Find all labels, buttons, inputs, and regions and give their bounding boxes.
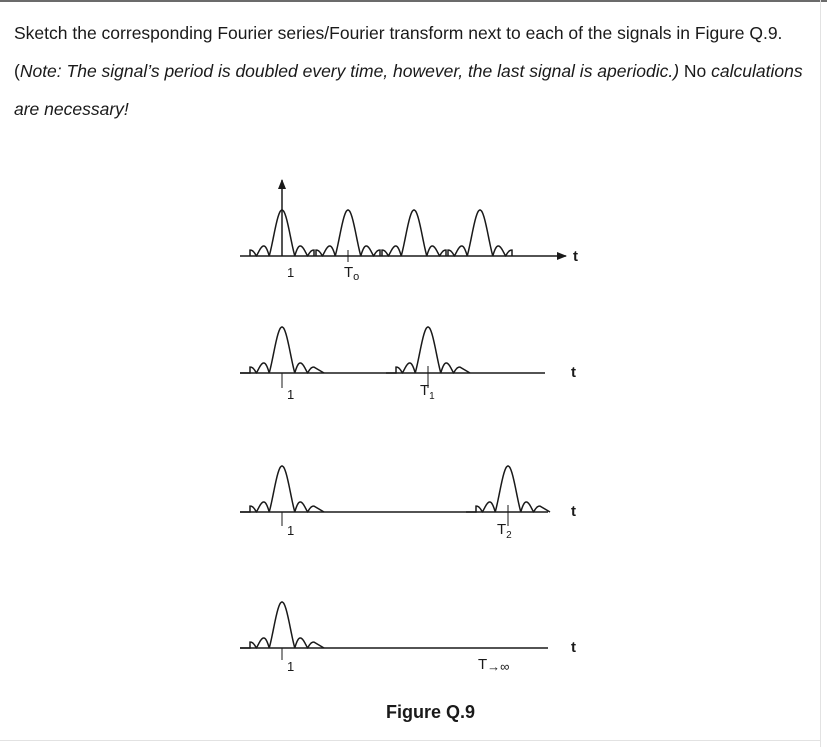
period-symbol-1: T bbox=[344, 264, 354, 281]
period-subscript-4: →∞ bbox=[487, 659, 510, 674]
single-sinc-pulse-4 bbox=[240, 602, 324, 648]
figure-caption: Figure Q.9 bbox=[386, 702, 476, 722]
t-axis-label-3: t bbox=[571, 503, 576, 520]
t-axis-label-4: t bbox=[571, 639, 576, 656]
signal-row-2 bbox=[240, 327, 576, 402]
t-axis-label-1: t bbox=[573, 248, 578, 265]
sinc-pulse-train-3 bbox=[240, 466, 550, 512]
period-subscript-1: o bbox=[353, 271, 360, 283]
period-symbol-3: T bbox=[497, 521, 507, 538]
question-note: Note: The signal’s period is doubled every time, however, the last signal is aperiodic.) bbox=[19, 61, 680, 81]
period-symbol-4: T bbox=[478, 656, 488, 673]
question-tail: No bbox=[679, 61, 712, 81]
period-subscript-2: 1 bbox=[429, 391, 435, 402]
period-label-T2 bbox=[497, 521, 512, 541]
pulse-width-label-2: 1 bbox=[287, 387, 295, 402]
pulse-width-label-3: 1 bbox=[287, 523, 295, 538]
period-label-T0 bbox=[344, 264, 359, 283]
question-end: calculations are necessary! bbox=[14, 61, 803, 119]
period-label-T-infinity bbox=[478, 656, 509, 674]
period-subscript-3: 2 bbox=[506, 530, 512, 541]
pulse-width-label-1: 1 bbox=[287, 265, 295, 280]
pulse-width-label-4: 1 bbox=[287, 659, 295, 674]
sinc-pulse-train-2 bbox=[240, 327, 470, 373]
t-axis-label-2: t bbox=[571, 364, 576, 381]
signal-row-4 bbox=[240, 602, 576, 674]
period-symbol-2: T bbox=[420, 382, 430, 399]
question-lead: Sketch the corresponding Fourier series/Fourier transform next to each of the signals in Figure Q.9. ( bbox=[14, 23, 783, 81]
signal-row-3 bbox=[240, 466, 576, 541]
signal-row-1 bbox=[240, 180, 578, 283]
period-label-T1 bbox=[420, 382, 435, 402]
sinc-pulse-train-1 bbox=[250, 210, 512, 256]
